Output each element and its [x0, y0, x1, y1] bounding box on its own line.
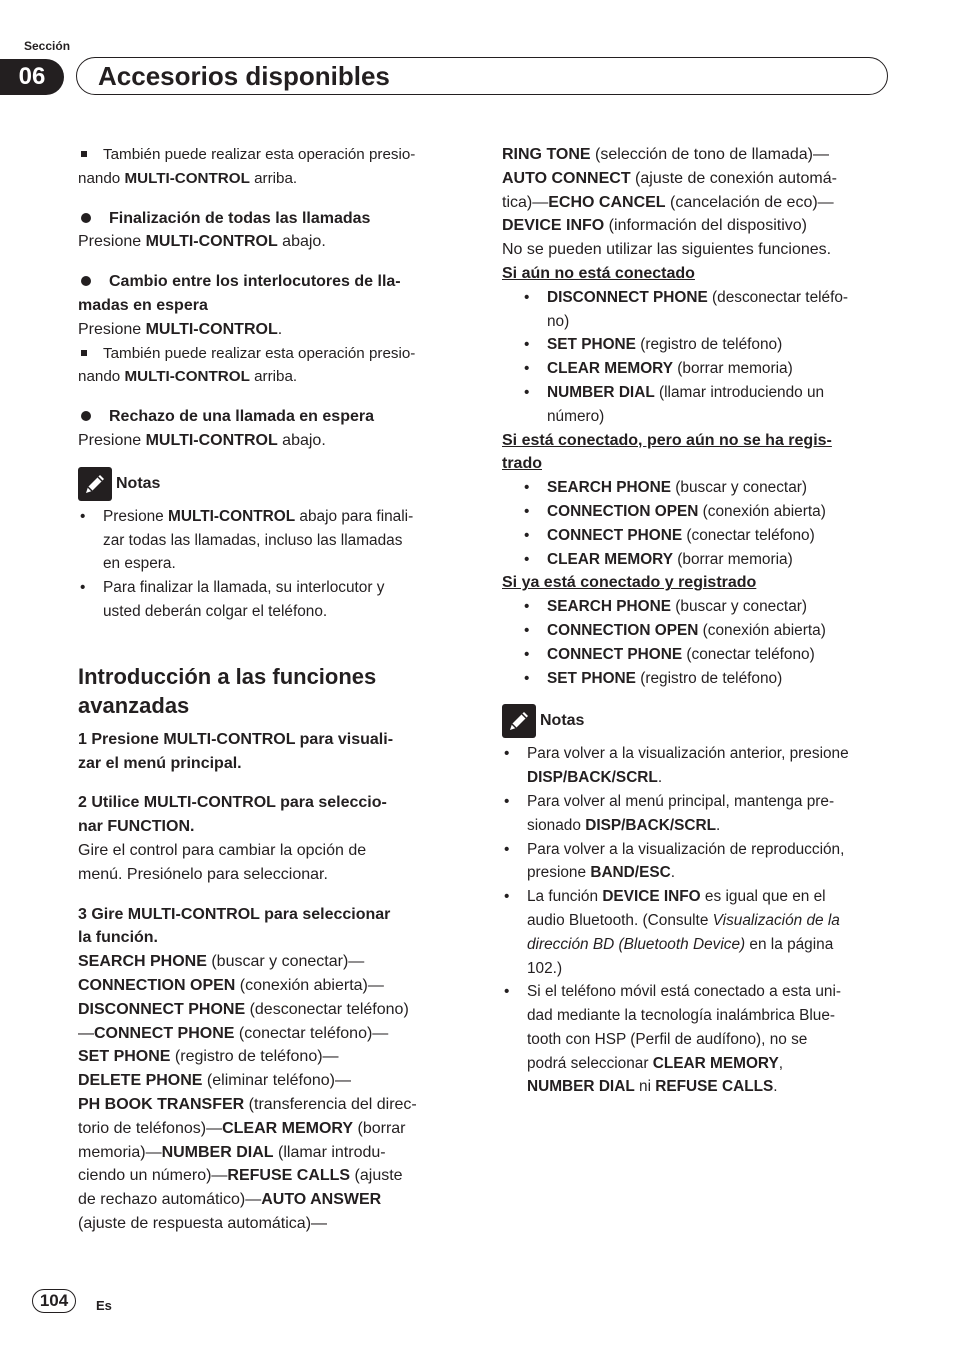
notes-heading: Notas: [78, 467, 464, 501]
left-column: [78, 143, 464, 1236]
list-item: • Si el teléfono móvil está conectado a esta uni- dad mediante la tecnología inalámbrica Blue- tooth con HSP (Perfil de audífono), no se podrá seleccionar CLEAR MEMORY, NUMBER DIAL ni REFUSE CALLS.: [502, 980, 892, 1099]
pencil-icon: [78, 467, 112, 501]
step-3: 3 Gire MULTI-CONTROL para seleccionar la función.: [78, 905, 391, 947]
notes-heading: Notas: [502, 704, 892, 738]
section-number: 06: [0, 59, 64, 95]
list-item: • Presione MULTI-CONTROL abajo para finali- zar todas las llamadas, incluso las llamadas en espera.: [78, 505, 464, 576]
list-item: • CONNECTION OPEN (conexión abierta): [502, 500, 892, 524]
function-list: SEARCH PHONE (buscar y conectar)— CONNECTION OPEN (conexión abierta)— DISCONNECT PHONE (desconectar teléfono) —CONNECT PHONE (conectar teléfono)— SET PHONE (registro de teléfono)— DELETE PHONE (eliminar teléfono)— PH BOOK TRANSFER (transferencia del direc- torio de teléfonos)—CLEAR MEMORY (borrar memoria)—NUMBER DIAL (llamar introdu- ciendo un número)—REFUSE CALLS (ajuste de rechazo automático)—AUTO ANSWER (ajuste de respuesta automática)—: [78, 953, 417, 1232]
language-code: Es: [96, 1298, 112, 1313]
list-item: • SEARCH PHONE (buscar y conectar): [502, 595, 892, 619]
function-list-continued: RING TONE (selección de tono de llamada)— AUTO CONNECT (ajuste de conexión automá- tica)—ECHO CANCEL (cancelación de eco)— DEVICE INFO (información del dispositivo) No se pueden utilizar las siguientes funciones.: [502, 146, 837, 259]
list-item: • NUMBER DIAL (llamar introduciendo un número): [502, 381, 892, 429]
instruction-text: Presione MULTI-CONTROL abajo.: [78, 431, 326, 449]
list-item: • DISCONNECT PHONE (desconectar teléfo- no): [502, 286, 892, 334]
notes-list: [78, 505, 464, 624]
list-item: • SEARCH PHONE (buscar y conectar): [502, 476, 892, 500]
condition-heading: Si ya está conectado y registrado: [502, 574, 757, 592]
heading-reject-waiting-call: Rechazo de una llamada en espera: [78, 405, 464, 429]
step-1: 1 Presione MULTI-CONTROL para visuali- zar el menú principal.: [78, 730, 394, 772]
heading-switch-callers: Cambio entre los interlocutores de lla- madas en espera: [78, 270, 464, 318]
unavailable-list: [502, 595, 892, 690]
list-item: • Para volver al menú principal, mantenga pre- sionado DISP/BACK/SCRL.: [502, 790, 892, 838]
step-2-text: Gire el control para cambiar la opción de menú. Presiónelo para seleccionar.: [78, 841, 367, 883]
right-column: [502, 143, 892, 1099]
tip-note: También puede realizar esta operación presio- nando MULTI-CONTROL arriba.: [78, 342, 464, 390]
page-number: 104: [32, 1289, 76, 1313]
step-2: 2 Utilice MULTI-CONTROL para seleccio- nar FUNCTION.: [78, 794, 387, 836]
list-item: • SET PHONE (registro de teléfono): [502, 667, 892, 691]
section-label: Sección: [24, 39, 71, 53]
unavailable-list: [502, 476, 892, 571]
pencil-icon: [502, 704, 536, 738]
list-item: • La función DEVICE INFO es igual que en el audio Bluetooth. (Consulte Visualización de la dirección BD (Bluetooth Device) en la página 102.): [502, 885, 892, 980]
list-item: • Para finalizar la llamada, su interlocutor y usted deberán colgar el teléfono.: [78, 576, 464, 624]
list-item: • CONNECTION OPEN (conexión abierta): [502, 619, 892, 643]
list-item: • CONNECT PHONE (conectar teléfono): [502, 643, 892, 667]
condition-heading: Si aún no está conectado: [502, 264, 695, 282]
heading-end-all-calls: Finalización de todas las llamadas: [78, 207, 464, 231]
list-item: • CLEAR MEMORY (borrar memoria): [502, 357, 892, 381]
unavailable-list: [502, 286, 892, 429]
instruction-text: Presione MULTI-CONTROL.: [78, 320, 283, 338]
condition-heading: Si está conectado, pero aún no se ha regis- trado: [502, 431, 832, 473]
list-item: • Para volver a la visualización de reproducción, presione BAND/ESC.: [502, 838, 892, 886]
section-heading: Introducción a las funciones avanzadas: [78, 663, 377, 718]
list-item: • CLEAR MEMORY (borrar memoria): [502, 548, 892, 572]
notes-list: [502, 742, 892, 1099]
tip-note: También puede realizar esta operación presio- nando MULTI-CONTROL arriba.: [78, 143, 464, 191]
page-title: Accesorios disponibles: [98, 61, 390, 91]
list-item: • SET PHONE (registro de teléfono): [502, 333, 892, 357]
instruction-text: Presione MULTI-CONTROL abajo.: [78, 233, 326, 251]
list-item: • CONNECT PHONE (conectar teléfono): [502, 524, 892, 548]
list-item: • Para volver a la visualización anterior, presione DISP/BACK/SCRL.: [502, 742, 892, 790]
